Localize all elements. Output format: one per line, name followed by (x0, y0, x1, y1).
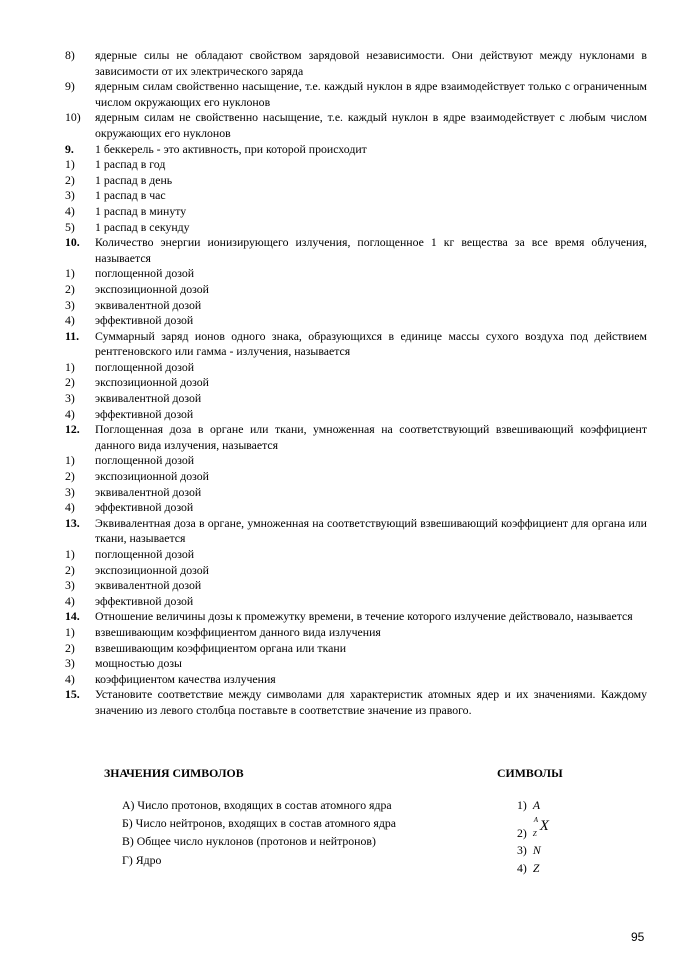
page-number: 95 (631, 930, 645, 944)
item-text: эквивалентной дозой (95, 297, 202, 312)
item-text: коэффициентом качества излучения (95, 671, 276, 686)
item-text: 1 распад в день (95, 172, 173, 187)
item-text: эквивалентной дозой (95, 578, 202, 593)
item-number: 3) (65, 656, 75, 671)
item-text: ядерным силам не свойственно насыщение, т.е. каждый нуклон в ядре взаимодействует с любым числом окружающих его нуклонов (95, 110, 647, 140)
question-number: 12. (65, 422, 80, 437)
item-number: 4) (65, 313, 75, 328)
right-item-number: 3) (517, 843, 527, 857)
item-text: поглощенной дозой (95, 359, 195, 374)
item-number: 4) (65, 500, 75, 515)
item-text: 1 распад в секунду (95, 219, 190, 234)
item-number: 4) (65, 406, 75, 421)
list-item (65, 656, 647, 672)
right-item (517, 861, 539, 876)
question-number: 13. (65, 515, 80, 530)
question-text: Эквивалентная доза в органе, умноженная на соответствующий взвешивающий коэффициент для органа или ткани, называется (95, 515, 647, 546)
question-number: 14. (65, 609, 80, 624)
right-item (517, 843, 541, 858)
atomic-number: Z (532, 830, 537, 838)
left-item: Г) Ядро (122, 853, 162, 867)
item-number: 8) (65, 48, 75, 62)
question-list (65, 48, 647, 719)
list-item (65, 79, 647, 110)
question-text: Поглощенная доза в органе или ткани, умноженная на соответствующий взвешивающий коэффициент данного вида излучения, называется (95, 422, 647, 452)
item-text: взвешивающим коэффициентом данного вида излучения (95, 624, 381, 639)
list-item (65, 641, 647, 657)
list-item (65, 266, 647, 282)
list-item (65, 625, 647, 641)
question-row (65, 516, 647, 547)
left-column-header: ЗНАЧЕНИЯ СИМВОЛОВ (104, 766, 244, 780)
item-number: 3) (65, 578, 75, 593)
item-number: 4) (65, 671, 75, 686)
left-item: А) Число протонов, входящих в состав атомного ядра (122, 798, 392, 812)
list-item (65, 485, 647, 501)
question-row (65, 422, 647, 453)
item-number: 3) (65, 391, 75, 406)
nuclide-notation (530, 816, 552, 840)
item-text: поглощенной дозой (95, 547, 195, 561)
item-number: 3) (65, 297, 75, 312)
question-text: 1 беккерель - это активность, при которой происходит (95, 141, 367, 156)
list-item (65, 298, 647, 314)
item-text: мощностью дозы (95, 656, 182, 671)
mass-number: A (533, 816, 539, 824)
left-item: Б) Число нейтронов, входящих в состав атомного ядра (122, 816, 396, 830)
item-text: 1 распад в час (95, 188, 166, 203)
list-item (65, 453, 647, 469)
left-item: В) Общее число нуклонов (протонов и нейтронов) (122, 834, 376, 848)
item-number: 2) (65, 375, 75, 390)
item-number: 2) (65, 469, 75, 484)
symbol-z: Z (532, 861, 540, 875)
item-number: 1) (65, 266, 75, 281)
element-symbol: X (539, 818, 549, 834)
list-item (65, 407, 647, 423)
item-text: экспозиционной дозой (95, 562, 209, 577)
item-number: 2) (65, 172, 75, 187)
item-number: 2) (65, 281, 75, 296)
right-column-header: СИМВОЛЫ (497, 766, 563, 780)
list-item (65, 547, 647, 563)
list-item (65, 204, 647, 220)
question-text: Установите соответствие между символами для характеристик атомных ядер и их значениями. Каждому значению из левого столбца поставьте в соответствие значение из правого. (95, 687, 647, 717)
item-text: ядерным силам свойственно насыщение, т.е. каждый нуклон в ядре взаимодействует только с ограниченным числом окружающих его нуклонов (95, 79, 647, 109)
list-item (65, 313, 647, 329)
symbol-n: N (532, 843, 541, 857)
right-item-number: 1) (517, 798, 527, 812)
question-row (65, 609, 647, 625)
question-text: Отношение величины дозы к промежутку времени, в течение которого излучение действовало, называется (95, 609, 633, 624)
question-row (65, 329, 647, 360)
list-item (65, 578, 647, 594)
item-number: 2) (65, 640, 75, 655)
item-number: 9) (65, 79, 75, 94)
question-number: 10. (65, 235, 80, 250)
list-item (65, 110, 647, 141)
item-text: экспозиционной дозой (95, 375, 209, 390)
item-number: 10) (65, 110, 81, 125)
item-number: 3) (65, 484, 75, 499)
list-item (65, 173, 647, 189)
item-text: эквивалентной дозой (95, 484, 202, 499)
question-row (65, 687, 647, 718)
item-text: эффективной дозой (95, 500, 194, 515)
item-text: поглощенной дозой (95, 453, 195, 468)
item-text: эффективной дозой (95, 313, 194, 328)
question-number: 15. (65, 687, 80, 702)
list-item (65, 469, 647, 485)
item-text: эквивалентной дозой (95, 391, 202, 406)
item-number: 4) (65, 593, 75, 608)
item-text: эффективной дозой (95, 406, 194, 421)
list-item (65, 220, 647, 236)
item-number: 1) (65, 624, 75, 639)
item-text: ядерные силы не обладают свойством зарядовой независимости. Они действуют между нуклонами в зависимости от их электрического заряда (95, 48, 647, 78)
list-item (65, 500, 647, 516)
question-number: 11. (65, 328, 80, 343)
right-item-number: 4) (517, 861, 527, 875)
item-number: 3) (65, 188, 75, 203)
list-item (65, 375, 647, 391)
item-number: 5) (65, 219, 75, 234)
right-item (517, 798, 540, 813)
symbol-a: A (532, 798, 541, 812)
list-item (65, 157, 647, 173)
question-text: Количество энергии ионизирующего излучения, поглощенное 1 кг вещества за все время облучения, называется (95, 235, 647, 265)
question-row (65, 235, 647, 266)
item-text: 1 распад в год (95, 157, 166, 172)
list-item (65, 563, 647, 579)
question-number: 9. (65, 141, 74, 156)
item-text: взвешивающим коэффициентом органа или ткани (95, 640, 347, 655)
list-item (65, 360, 647, 376)
list-item (65, 594, 647, 610)
item-number: 4) (65, 203, 75, 218)
item-text: экспозиционной дозой (95, 469, 209, 484)
right-item-number: 2) (517, 826, 527, 840)
list-item (65, 282, 647, 298)
item-number: 2) (65, 562, 75, 577)
right-item (517, 816, 552, 841)
item-text: экспозиционной дозой (95, 281, 209, 296)
item-number: 1) (65, 453, 75, 468)
item-text: эффективной дозой (95, 593, 194, 608)
item-number: 1) (65, 547, 75, 561)
item-number: 1) (65, 359, 75, 374)
item-number: 1) (65, 157, 75, 172)
item-text: 1 распад в минуту (95, 203, 187, 218)
list-item (65, 672, 647, 688)
list-item (65, 391, 647, 407)
list-item (65, 48, 647, 79)
item-text: поглощенной дозой (95, 266, 195, 281)
list-item (65, 188, 647, 204)
question-row (65, 142, 647, 158)
question-text: Суммарный заряд ионов одного знака, образующихся в единице массы сухого воздуха под действием рентгеновского или гамма - излучения, называется (95, 328, 647, 359)
